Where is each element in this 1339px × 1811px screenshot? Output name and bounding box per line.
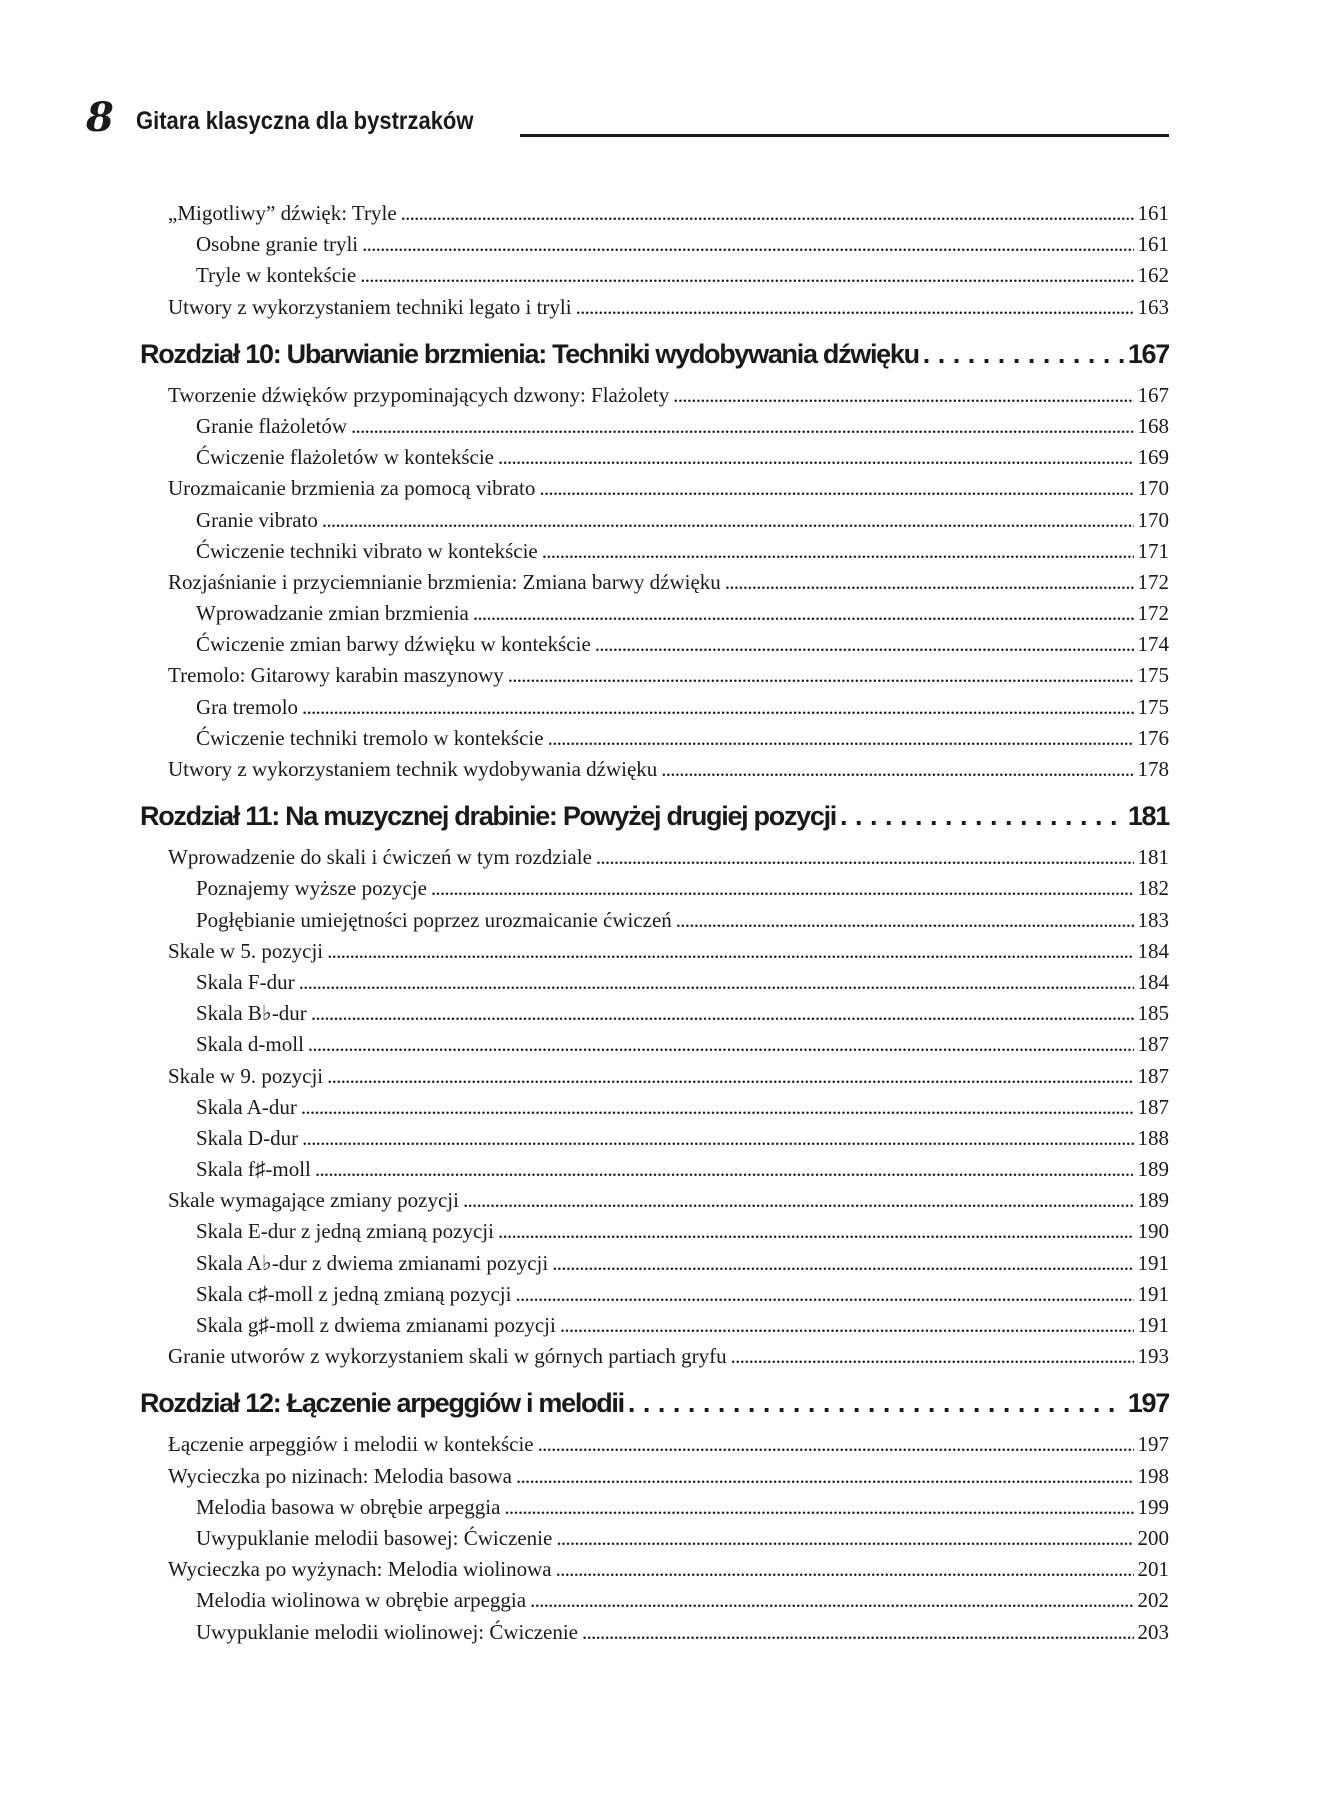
dot-leader <box>676 905 1134 936</box>
dot-leader <box>530 1585 1133 1616</box>
running-header <box>86 96 1169 146</box>
toc-entry-page-number: 174 <box>1137 632 1169 657</box>
toc-subsection-entry <box>140 536 1169 567</box>
dot-leader <box>302 692 1133 723</box>
toc-entry-title: Rozdział 12: Łączenie arpeggiów i melodii <box>140 1388 624 1419</box>
toc-entry-page-number: 201 <box>1137 1557 1169 1582</box>
toc-entry-page-number: 191 <box>1137 1313 1169 1337</box>
toc-entry-page-number: 171 <box>1137 538 1169 563</box>
toc-entry-page-number: 176 <box>1137 725 1169 750</box>
toc-section-entry <box>140 1341 1169 1372</box>
toc-entry-title: Utwory z wykorzystaniem techniki legato i tryli <box>168 294 572 319</box>
toc-section-entry <box>140 1185 1169 1216</box>
dot-leader <box>498 1216 1134 1247</box>
toc-entry-title: Skala E-dur z jedną zmianą pozycji <box>196 1219 494 1244</box>
toc-entry-title: Skala F-dur <box>196 969 295 994</box>
toc-subsection-entry <box>140 1617 1169 1648</box>
toc-entry-title: Skala A-dur <box>196 1094 297 1119</box>
dot-leader <box>498 442 1134 473</box>
toc-section-entry <box>140 842 1169 873</box>
toc-entry-page-number: 175 <box>1137 694 1169 719</box>
toc-subsection-entry <box>140 411 1169 442</box>
toc-subsection-entry <box>140 1279 1169 1310</box>
dot-leader <box>628 1383 1124 1423</box>
toc-entry-page-number: 189 <box>1137 1157 1169 1182</box>
toc-chapter-entry <box>140 334 1169 374</box>
toc-entry-page-number: 170 <box>1137 476 1169 501</box>
toc-entry-page-number: 198 <box>1137 1463 1169 1488</box>
dot-leader <box>582 1617 1134 1648</box>
header-rule <box>520 134 1169 137</box>
toc-entry-page-number: 169 <box>1137 445 1169 470</box>
toc-entry-page-number: 172 <box>1137 601 1169 626</box>
toc-entry-title: Skala B♭-dur <box>196 1001 307 1026</box>
toc-subsection-entry <box>140 873 1169 904</box>
toc-entry-title: Ćwiczenie flażoletów w kontekście <box>196 445 494 470</box>
toc-subsection-entry <box>140 1248 1169 1279</box>
dot-leader <box>463 1185 1134 1216</box>
toc-entry-title: Granie flażoletów <box>196 413 348 438</box>
toc-subsection-entry <box>140 1523 1169 1554</box>
toc-entry-title: Wycieczka po wyżynach: Melodia wiolinowa <box>168 1557 552 1582</box>
toc-entry-page-number: 170 <box>1137 507 1169 532</box>
toc-subsection-entry <box>140 598 1169 629</box>
toc-entry-page-number: 161 <box>1137 232 1169 257</box>
toc-entry-page-number: 185 <box>1137 1001 1169 1026</box>
dot-leader <box>311 998 1134 1029</box>
toc-entry-title: Skala c♯-moll z jedną zmianą pozycji <box>196 1281 512 1306</box>
toc-entry-title: Skale w 5. pozycji <box>168 938 324 963</box>
toc-entry-page-number: 202 <box>1137 1588 1169 1613</box>
toc-entry-title: Tworzenie dźwięków przypominających dzwony: Flażolety <box>168 382 670 407</box>
toc-entry-title: Uwypuklanie melodii basowej: Ćwiczenie <box>196 1525 553 1550</box>
dot-leader <box>731 1341 1134 1372</box>
toc-entry-page-number: 190 <box>1137 1219 1169 1244</box>
toc-entry-title: Skala A♭-dur z dwiema zmianami pozycji <box>196 1250 549 1275</box>
dot-leader <box>327 1061 1133 1092</box>
toc-entry-title: Tryle w kontekście <box>196 263 357 288</box>
dot-leader <box>360 260 1133 291</box>
toc-section-entry <box>140 660 1169 691</box>
toc-entry-page-number: 175 <box>1137 663 1169 688</box>
book-title: Gitara klasyczna dla bystrzaków <box>136 107 474 135</box>
toc-subsection-entry <box>140 723 1169 754</box>
toc-entry-page-number: 183 <box>1137 907 1169 932</box>
toc-entry-page-number: 181 <box>1127 801 1169 832</box>
toc-subsection-entry <box>140 260 1169 291</box>
toc-entry-title: Łączenie arpeggiów i melodii w kontekście <box>168 1432 534 1457</box>
toc-chapter-entry <box>140 796 1169 836</box>
dot-leader <box>362 229 1133 260</box>
toc-entry-title: Skala d-moll <box>196 1032 304 1057</box>
toc-entry-title: Gra tremolo <box>196 694 299 719</box>
toc-entry-page-number: 187 <box>1137 1063 1169 1088</box>
dot-leader <box>539 473 1133 504</box>
toc-entry-page-number: 162 <box>1137 263 1169 288</box>
toc-subsection-entry <box>140 1154 1169 1185</box>
dot-leader <box>315 1154 1134 1185</box>
toc-entry-page-number: 167 <box>1137 382 1169 407</box>
dot-leader <box>301 1092 1134 1123</box>
toc-entry-title: Skale w 9. pozycji <box>168 1063 324 1088</box>
toc-entry-page-number: 197 <box>1127 1388 1169 1419</box>
toc-section-entry <box>140 1461 1169 1492</box>
toc-subsection-entry <box>140 905 1169 936</box>
dot-leader <box>556 1554 1134 1585</box>
dot-leader <box>596 842 1134 873</box>
toc-entry-title: Wprowadzanie zmian brzmienia <box>196 601 469 626</box>
dot-leader <box>401 198 1134 229</box>
toc-entry-page-number: 184 <box>1137 969 1169 994</box>
toc-subsection-entry <box>140 629 1169 660</box>
toc-entry-page-number: 184 <box>1137 938 1169 963</box>
dot-leader <box>322 505 1134 536</box>
toc-entry-title: Ćwiczenie zmian barwy dźwięku w kontekście <box>196 632 591 657</box>
dot-leader <box>515 1279 1133 1310</box>
toc-entry-title: Rozdział 11: Na muzycznej drabinie: Powyżej drugiej pozycji <box>140 801 836 832</box>
toc-entry-page-number: 161 <box>1137 201 1169 225</box>
toc-subsection-entry <box>140 998 1169 1029</box>
toc-subsection-entry <box>140 692 1169 723</box>
toc-entry-title: Wprowadzenie do skali i ćwiczeń w tym rozdziale <box>168 845 592 870</box>
toc-entry-page-number: 187 <box>1137 1032 1169 1057</box>
toc-entry-page-number: 163 <box>1137 294 1169 319</box>
dot-leader <box>299 967 1134 998</box>
toc-entry-page-number: 200 <box>1137 1525 1169 1550</box>
toc-entry-title: Rozdział 10: Ubarwianie brzmienia: Techniki wydobywania dźwięku <box>140 338 919 369</box>
dot-leader <box>302 1123 1133 1154</box>
toc-subsection-entry <box>140 442 1169 473</box>
toc-entry-title: Poznajemy wyższe pozycje <box>196 876 427 901</box>
dot-leader <box>661 754 1133 785</box>
toc-entry-page-number: 197 <box>1137 1432 1169 1457</box>
toc-entry-title: Osobne granie tryli <box>196 232 359 257</box>
toc-entry-title: Skale wymagające zmiany pozycji <box>168 1188 459 1213</box>
toc-entry-title: Pogłębianie umiejętności poprzez urozmaicanie ćwiczeń <box>196 907 672 932</box>
dot-leader <box>473 598 1134 629</box>
dot-leader <box>725 567 1134 598</box>
toc-subsection-entry <box>140 1029 1169 1060</box>
toc-entry-title: Ćwiczenie techniki vibrato w kontekście <box>196 538 538 563</box>
dot-leader <box>542 536 1134 567</box>
toc-entry-page-number: 189 <box>1137 1188 1169 1213</box>
page-number: 8 <box>86 94 114 141</box>
toc-subsection-entry <box>140 1310 1169 1341</box>
toc-entry-page-number: 178 <box>1137 757 1169 781</box>
dot-leader <box>552 1248 1133 1279</box>
toc-entry-title: Ćwiczenie techniki tremolo w kontekście <box>196 725 544 750</box>
toc-entry-title: Melodia wiolinowa w obrębie arpeggia <box>196 1588 527 1613</box>
toc-entry-page-number: 191 <box>1137 1281 1169 1306</box>
toc-section-entry <box>140 1061 1169 1092</box>
toc-entry-page-number: 181 <box>1137 845 1169 870</box>
toc-subsection-entry <box>140 967 1169 998</box>
toc-entry-title: Uwypuklanie melodii wiolinowej: Ćwiczenie <box>196 1619 578 1644</box>
dot-leader <box>576 292 1134 323</box>
toc-section-entry <box>140 936 1169 967</box>
toc-subsection-entry <box>140 1492 1169 1523</box>
dot-leader <box>538 1429 1134 1460</box>
toc-section-entry <box>140 473 1169 504</box>
toc-entry-page-number: 199 <box>1137 1494 1169 1519</box>
toc-subsection-entry <box>140 505 1169 536</box>
toc-subsection-entry <box>140 1092 1169 1123</box>
toc-entry-title: Urozmaicanie brzmienia za pomocą vibrato <box>168 476 536 501</box>
dot-leader <box>560 1310 1134 1341</box>
dot-leader <box>504 1492 1133 1523</box>
toc-section-entry <box>140 292 1169 323</box>
toc-entry-title: Skala f♯-moll <box>196 1157 311 1182</box>
toc-subsection-entry <box>140 229 1169 260</box>
dot-leader <box>308 1029 1134 1060</box>
toc-entry-title: „Migotliwy” dźwięk: Tryle <box>168 201 397 225</box>
toc-entry-title: Tremolo: Gitarowy karabin maszynowy <box>168 663 504 688</box>
toc-entry-title: Rozjaśnianie i przyciemnianie brzmienia: Zmiana barwy dźwięku <box>168 569 721 594</box>
toc-subsection-entry <box>140 1216 1169 1247</box>
table-of-contents <box>140 198 1169 1648</box>
dot-leader <box>556 1523 1133 1554</box>
toc-chapter-entry <box>140 1383 1169 1423</box>
toc-entry-title: Granie utworów z wykorzystaniem skali w górnych partiach gryfu <box>168 1344 727 1369</box>
toc-entry-page-number: 193 <box>1137 1344 1169 1369</box>
dot-leader <box>923 334 1124 374</box>
dot-leader <box>548 723 1134 754</box>
toc-section-entry <box>140 1554 1169 1585</box>
toc-section-entry <box>140 1429 1169 1460</box>
toc-entry-title: Granie vibrato <box>196 507 318 532</box>
toc-subsection-entry <box>140 1585 1169 1616</box>
toc-section-entry <box>140 567 1169 598</box>
dot-leader <box>351 411 1133 442</box>
toc-entry-title: Wycieczka po nizinach: Melodia basowa <box>168 1463 512 1488</box>
toc-subsection-entry <box>140 1123 1169 1154</box>
dot-leader <box>840 796 1124 836</box>
toc-entry-page-number: 168 <box>1137 413 1169 438</box>
toc-entry-page-number: 182 <box>1137 876 1169 901</box>
toc-entry-page-number: 187 <box>1137 1094 1169 1119</box>
toc-entry-page-number: 191 <box>1137 1250 1169 1275</box>
toc-section-entry <box>140 198 1169 229</box>
toc-entry-title: Utwory z wykorzystaniem technik wydobywania dźwięku <box>168 757 658 781</box>
toc-entry-page-number: 203 <box>1137 1619 1169 1644</box>
dot-leader <box>508 660 1134 691</box>
dot-leader <box>595 629 1134 660</box>
toc-entry-page-number: 188 <box>1137 1125 1169 1150</box>
toc-entry-title: Skala D-dur <box>196 1125 299 1150</box>
toc-entry-page-number: 172 <box>1137 569 1169 594</box>
dot-leader <box>431 873 1134 904</box>
dot-leader <box>516 1461 1134 1492</box>
toc-section-entry <box>140 380 1169 411</box>
toc-entry-title: Melodia basowa w obrębie arpeggia <box>196 1494 501 1519</box>
dot-leader <box>673 380 1133 411</box>
dot-leader <box>327 936 1133 967</box>
toc-entry-title: Skala g♯-moll z dwiema zmianami pozycji <box>196 1313 556 1337</box>
toc-entry-page-number: 167 <box>1127 338 1169 369</box>
toc-section-entry <box>140 754 1169 785</box>
